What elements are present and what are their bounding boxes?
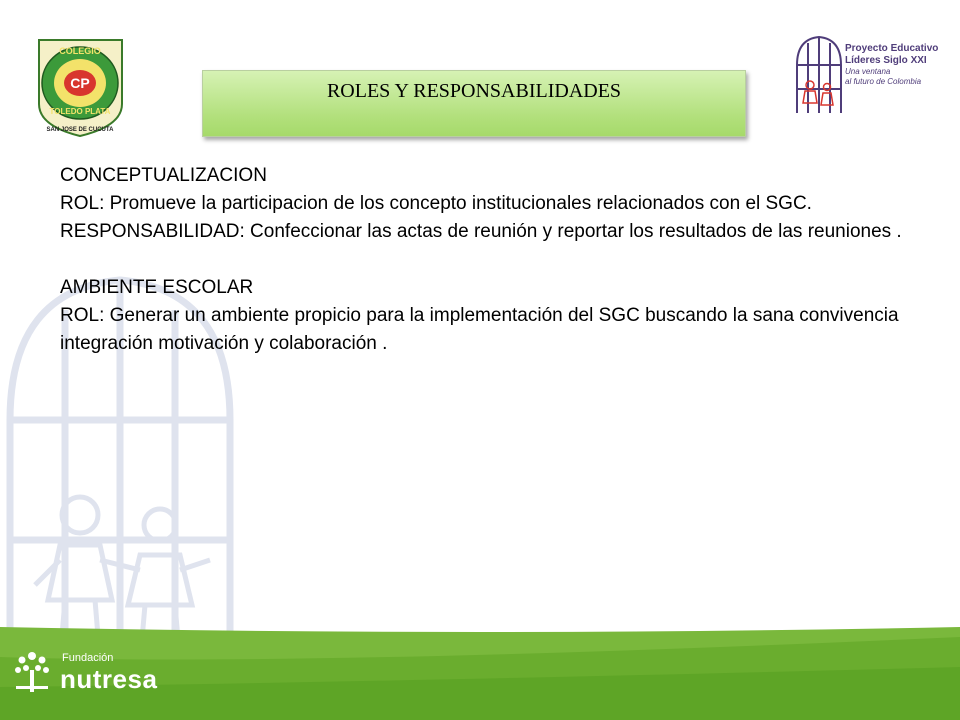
slide-body [60, 162, 920, 358]
window-children-icon [793, 35, 845, 115]
rol-conceptualizacion: ROL: Promueve la participacion de los concepto institucionales relacionados con el SGC. [60, 193, 812, 214]
responsabilidad-conceptualizacion: RESPONSABILIDAD: Confeccionar las actas de reunión y reportar los resultados de las reuniones . [60, 221, 902, 242]
logo-bottom-text: TOLEDO PLATA [49, 107, 111, 116]
logo-right-line1: Proyecto Educativo [845, 43, 939, 54]
heading-ambiente-escolar: AMBIENTE ESCOLAR [60, 277, 254, 298]
heading-conceptualizacion: CONCEPTUALIZACION [60, 165, 267, 186]
slide-title: ROLES Y RESPONSABILIDADES [326, 80, 622, 102]
logo-right-line3: Una ventana [845, 67, 891, 76]
logo-top-text: COLEGIO [59, 46, 101, 56]
colegio-toledo-plata-logo [33, 36, 128, 140]
rol-ambiente-escolar: ROL: Generar un ambiente propicio para la implementación del SGC buscando la sana convivencia integración motivación y colaboración . [60, 305, 899, 354]
fundacion-nutresa-logo [10, 648, 160, 694]
proyecto-educativo-logo [793, 35, 939, 115]
footer-brand-small: Fundación [62, 652, 114, 664]
logo-initials: CP [70, 75, 90, 91]
title-box [202, 70, 746, 137]
logo-right-line2: Líderes Siglo XXI [845, 55, 927, 66]
tree-icon [10, 648, 54, 694]
logo-right-line4: al futuro de Colombia [845, 77, 922, 86]
footer-brand-big: nutresa [60, 664, 158, 694]
logo-caption: SAN JOSE DE CUCUTA [46, 127, 114, 133]
